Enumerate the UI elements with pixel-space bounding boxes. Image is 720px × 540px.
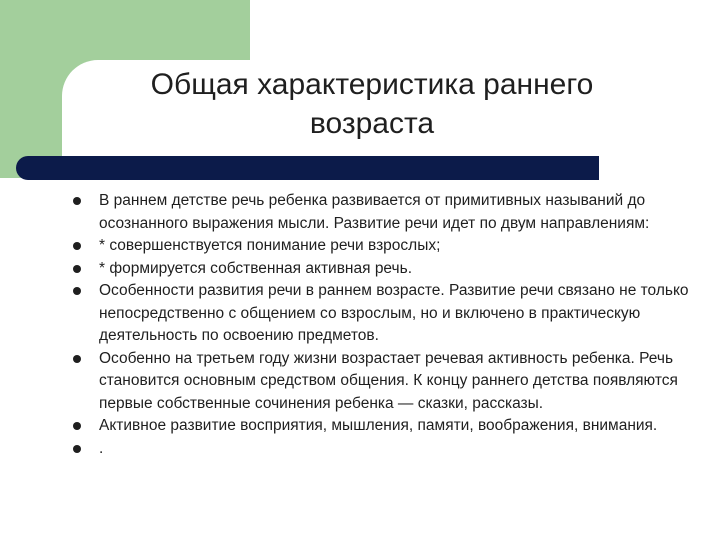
bullet-dot-icon <box>73 445 81 453</box>
bullet-text: . <box>99 439 104 457</box>
bullet-dot-icon <box>73 197 81 205</box>
title-divider-bar <box>16 156 599 180</box>
bullet-item <box>0 348 720 416</box>
bullet-text: * совершенствуется понимание речи взрослых; <box>99 237 441 254</box>
bullet-item <box>0 258 720 281</box>
bullet-item <box>0 235 720 258</box>
bullet-dot-icon <box>73 422 81 430</box>
bullet-text: Особенно на третьем году жизни возрастает речевая активность ребенка. Речь становится основным средством общения. К концу раннего детства появляются первые собственные сочинения ребенка — сказки, рассказы. <box>99 349 678 412</box>
bullet-dot-icon <box>73 355 81 363</box>
bullet-list <box>0 190 720 460</box>
bullet-dot-icon <box>73 287 81 295</box>
slide-title-line-2: возраста <box>309 107 435 140</box>
slide-title <box>62 65 682 143</box>
bullet-item <box>0 190 720 235</box>
bullet-item <box>0 415 720 438</box>
bullet-dot-icon <box>73 242 81 250</box>
bullet-item <box>0 280 720 348</box>
bullet-text: * формируется собственная активная речь. <box>99 259 412 277</box>
slide-title-line-1: Общая характеристика раннего <box>150 68 594 101</box>
bullet-dot-icon <box>73 265 81 273</box>
slide-body <box>0 190 720 460</box>
bullet-item <box>0 438 720 461</box>
bullet-text: Особенности развития речи в раннем возрасте. Развитие речи связано не только непосредственно с общением со взрослым, но и включено в практическую деятельность по освоению предметов. <box>99 282 689 344</box>
bullet-text: В раннем детстве речь ребенка развивается от примитивных называний до осознанного выражения мысли. Развитие речи идет по двум направлениям: <box>99 192 650 232</box>
bullet-text: Активное развитие восприятия, мышления, памяти, воображения, внимания. <box>99 417 658 434</box>
